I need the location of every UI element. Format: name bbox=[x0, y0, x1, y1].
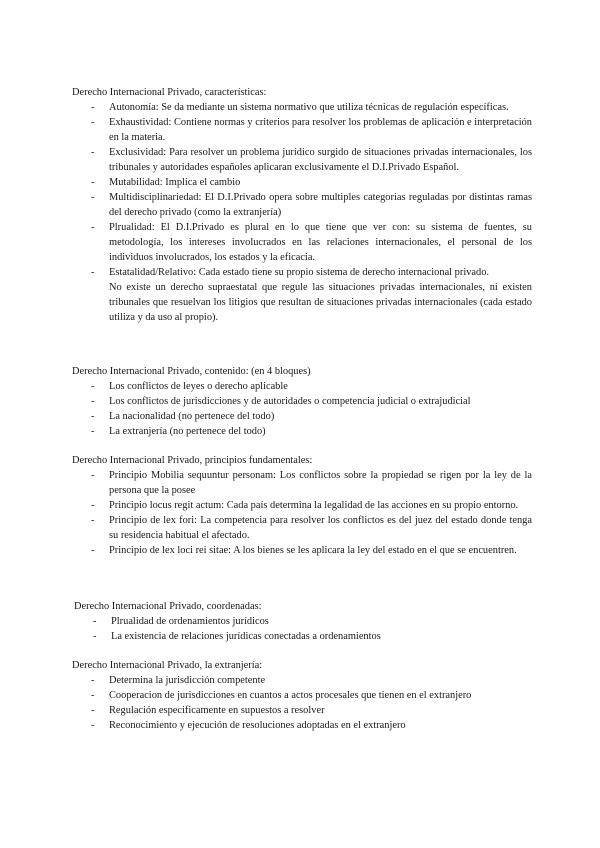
dash-bullet: - bbox=[91, 500, 95, 511]
list-item-text: Estatalidad/Relativo: Cada estado tiene su propio sistema de derecho internacional privado. bbox=[109, 267, 490, 278]
list-item-text: Exclusividad: Para resolver un problema jurídico surgido de situaciones privadas internacionales, los tribunales y autoridades españoles aplicaran exclusivamente el D.I.Privado Español. bbox=[109, 147, 532, 173]
dash-bullet: - bbox=[91, 117, 95, 128]
list-item bbox=[72, 100, 532, 115]
list-item-text: La extranjería (no pertenece del todo) bbox=[109, 426, 266, 437]
list-item bbox=[72, 145, 532, 175]
list-item-text: Cooperacion de jurisdicciones en cuantos a actos procesales que tienen en el extranjero bbox=[109, 690, 472, 701]
list-item bbox=[74, 614, 534, 629]
list-item-text: Principio de lex loci rei sitae: A los bienes se les aplicara la ley del estado en el que se encuentren. bbox=[109, 545, 517, 556]
list-item-text: Reconocimiento y ejecución de resoluciones adoptadas en el extranjero bbox=[109, 720, 406, 731]
list-item-text: Autonomía: Se da mediante un sistema normativo que utiliza técnicas de regulación específicas. bbox=[109, 102, 509, 113]
section-title: Derecho Internacional Privado, principios fundamentales: bbox=[72, 455, 313, 466]
list-item bbox=[72, 543, 532, 558]
section-title: Derecho Internacional Privado, características: bbox=[72, 87, 267, 98]
dash-bullet: - bbox=[91, 426, 95, 437]
list-item bbox=[72, 265, 532, 280]
section-caracteristicas bbox=[72, 85, 532, 325]
list-item-text: La nacionalidad (no pertenece del todo) bbox=[109, 411, 275, 422]
list-item bbox=[74, 629, 534, 644]
list-item bbox=[72, 409, 532, 424]
list-item bbox=[72, 115, 532, 145]
list-item bbox=[72, 190, 532, 220]
dash-bullet: - bbox=[93, 631, 97, 642]
list-item-text: Plrualidad de ordenamientos jurídicos bbox=[111, 616, 269, 627]
dash-bullet: - bbox=[91, 381, 95, 392]
list-item bbox=[72, 220, 532, 265]
list-item bbox=[72, 718, 532, 733]
dash-bullet: - bbox=[91, 102, 95, 113]
section-title: Derecho Internacional Privado, coordenadas: bbox=[74, 601, 262, 612]
list-item-text: Mutabilidad: Implica el cambio bbox=[109, 177, 241, 188]
dash-bullet: - bbox=[91, 470, 95, 481]
list-item bbox=[72, 688, 532, 703]
list-item bbox=[72, 468, 532, 498]
dash-bullet: - bbox=[91, 720, 95, 731]
list-item-text: Principio locus regit actum: Cada país determina la legalidad de las acciones en su propio entorno. bbox=[109, 500, 519, 511]
dash-bullet: - bbox=[91, 675, 95, 686]
section-contenido bbox=[72, 364, 532, 439]
list-item bbox=[72, 394, 532, 409]
list-item-text: Principio Mobilia sequuntur personam: Los conflictos sobre la propiedad se rigen por la ley de la persona que la posee bbox=[109, 470, 532, 496]
list-item bbox=[72, 703, 532, 718]
list-item bbox=[72, 175, 532, 190]
dash-bullet: - bbox=[91, 222, 95, 233]
bullet-list bbox=[72, 100, 532, 280]
list-item bbox=[72, 513, 532, 543]
paragraph: No existe un derecho supraestatal que regule las situaciones privadas internacionales, ni existen tribunales que resuelvan los litigios que resultan de situaciones privadas internacionales (cada estado utiliza y da uso al propio). bbox=[109, 282, 532, 323]
section-extranjeria bbox=[72, 658, 532, 733]
list-item-text: Exhaustividad: Contiene normas y criterios para resolver los problemas de aplicación e interpretación en la materia. bbox=[109, 117, 532, 143]
list-item-text: Los conflictos de leyes o derecho aplicable bbox=[109, 381, 288, 392]
list-item-text: Determina la jurisdicción competente bbox=[109, 675, 266, 686]
list-item-text: La existencia de relaciones jurídicas conectadas a ordenamientos bbox=[111, 631, 381, 642]
dash-bullet: - bbox=[93, 616, 97, 627]
dash-bullet: - bbox=[91, 411, 95, 422]
dash-bullet: - bbox=[91, 515, 95, 526]
dash-bullet: - bbox=[91, 396, 95, 407]
section-coordenadas bbox=[74, 599, 534, 644]
list-item-text: Principio de lex fori: La competencia para resolver los conflictos es del juez del estado donde tenga su residencia habitual el afectado. bbox=[109, 515, 532, 541]
dash-bullet: - bbox=[91, 177, 95, 188]
dash-bullet: - bbox=[91, 147, 95, 158]
bullet-list bbox=[72, 379, 532, 439]
dash-bullet: - bbox=[91, 705, 95, 716]
list-item bbox=[72, 424, 532, 439]
list-item-text: Multidisciplinariedad: El D.I.Privado opera sobre multiples categorias reguladas por distintas ramas del derecho privado (como la extranjería) bbox=[109, 192, 532, 218]
list-item-text: Plrualidad: El D.I.Privado es plural en lo que tiene que ver con: su sistema de fuentes, su metodología, los intereses involucrados en las relaciones internacionales, el personal de los individuos involucrados, los estados y la eficacia. bbox=[109, 222, 532, 263]
list-item bbox=[72, 379, 532, 394]
section-title: Derecho Internacional Privado, la extranjería: bbox=[72, 660, 263, 671]
dash-bullet: - bbox=[91, 690, 95, 701]
bullet-list bbox=[72, 468, 532, 558]
dash-bullet: - bbox=[91, 267, 95, 278]
section-title: Derecho Internacional Privado, contenido: (en 4 bloques) bbox=[72, 366, 311, 377]
list-item-text: Los conflictos de jurisdicciones y de autoridades o competencia judicial o extrajudicial bbox=[109, 396, 471, 407]
list-item bbox=[72, 673, 532, 688]
dash-bullet: - bbox=[91, 545, 95, 556]
bullet-list bbox=[72, 673, 532, 733]
list-item-text: Regulación especificamente en supuestos a resolver bbox=[109, 705, 325, 716]
bullet-list bbox=[74, 614, 534, 644]
dash-bullet: - bbox=[91, 192, 95, 203]
list-item bbox=[72, 498, 532, 513]
section-principios bbox=[72, 453, 532, 558]
